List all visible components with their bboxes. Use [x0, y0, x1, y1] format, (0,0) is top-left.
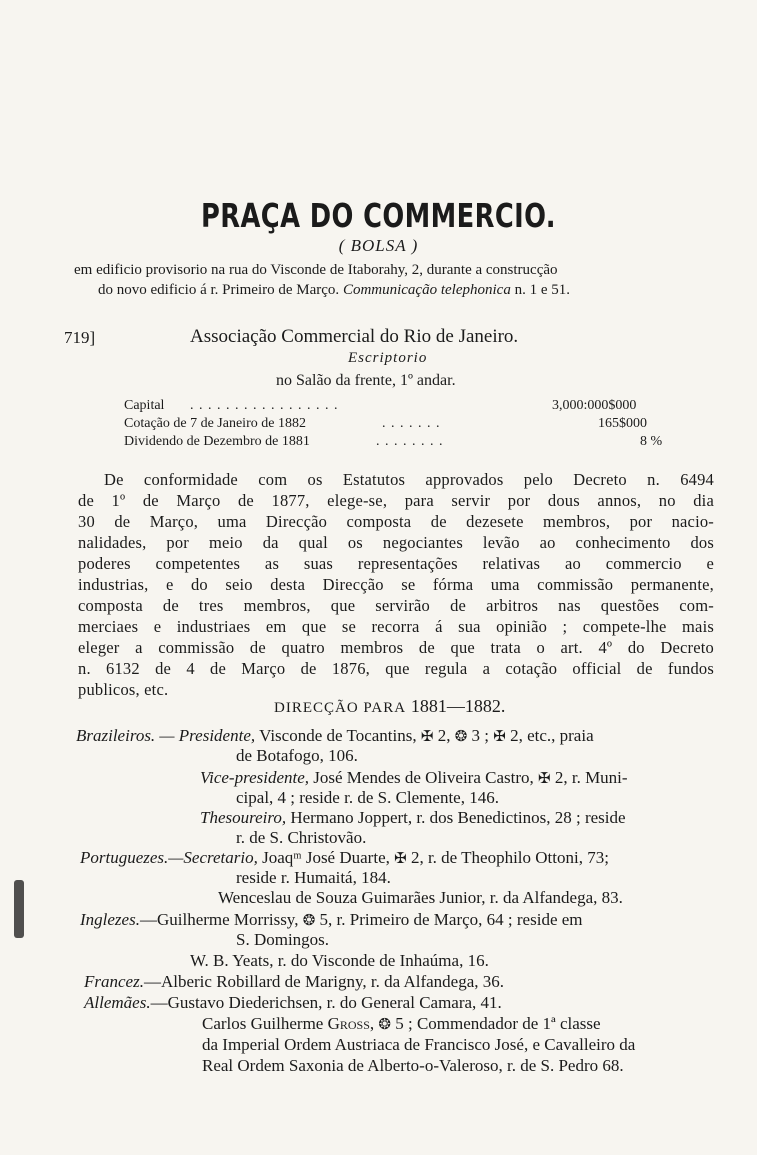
cross-order-icon: ✠ — [538, 771, 551, 787]
member-entry-continuation: da Imperial Ordem Austriaca de Francisco José, e Cavalleiro da — [202, 1035, 636, 1054]
member-entry-president — [76, 726, 594, 746]
cross-order-icon: ✠ — [394, 851, 407, 867]
paragraph-line: industrias, e do seio desta Direcção se fórma uma commissão permanente, — [78, 575, 714, 594]
paragraph-line: poderes competentes as suas representações relativas ao commercio e — [78, 554, 714, 573]
financial-value-dividend: 8 % — [640, 434, 663, 449]
member-text: Carlos Guilherme — [202, 1014, 324, 1033]
office-location: no Salão da frente, 1º andar. — [276, 372, 456, 389]
medal-order-icon: ❂ — [454, 729, 468, 745]
direction-heading-years: 1881—1882. — [410, 696, 506, 716]
member-text: —Guilherme Morrissy, — [139, 910, 299, 929]
paragraph-line: nalidades, por meio da qual os negociantes levão ao conhecimento dos — [78, 533, 714, 552]
direction-heading-words: DIRECÇÃO PARA — [274, 700, 407, 716]
member-entry-english — [80, 910, 583, 930]
role-label: Vice-presidente, — [200, 768, 310, 787]
nationality-label: Inglezes. — [80, 910, 140, 929]
member-entry-french — [84, 972, 504, 992]
financial-dots-capital: . . . . . . . . . . . . . . . . . — [190, 398, 339, 413]
member-text: 5, r. Primeiro de Março, 64 ; reside em — [319, 910, 583, 929]
member-entry-vice-president — [200, 768, 628, 788]
member-entry-treasurer — [200, 808, 626, 828]
member-text: José Mendes de Oliveira Castro, — [313, 768, 534, 787]
nationality-label: Francez. — [84, 972, 144, 991]
member-text: 5 ; Commendador de 1ª classe — [395, 1014, 601, 1033]
paragraph-line: composta de tres membros, que servirão de arbitros nas questões com- — [78, 596, 714, 615]
member-text: 2, r. Muni- — [554, 768, 628, 787]
medal-order-icon: ❂ — [378, 1017, 391, 1033]
member-entry-continuation: cipal, 4 ; reside r. de S. Clemente, 146. — [236, 788, 499, 807]
member-entry-continuation: r. de S. Christovão. — [236, 828, 367, 847]
medal-order-icon: ❂ — [302, 913, 316, 929]
member-entry: W. B. Yeats, r. do Visconde de Inhaúma, 16. — [190, 951, 489, 970]
nationality-label: Allemães. — [84, 993, 151, 1012]
member-text: Visconde de Tocantins, — [259, 726, 417, 745]
nationality-label: Portuguezes.— — [80, 848, 184, 867]
page-subtitle: ( BOLSA ) — [338, 236, 419, 255]
member-text: 2, etc., praia — [510, 726, 594, 745]
paragraph-line: n. 6132 de 4 de Março de 1876, que regula a cotação official de fundos — [78, 659, 714, 678]
financial-value-capital: 3,000:000$000 — [552, 398, 637, 413]
financial-label-dividend: Dividendo de Dezembro de 1881 — [124, 434, 310, 449]
member-text: 2, — [437, 726, 451, 745]
financial-label-capital: Capital — [124, 398, 165, 413]
cross-order-icon: ✠ — [420, 729, 434, 745]
member-entry-continuation: reside r. Humaitá, 184. — [236, 868, 391, 887]
paragraph-line: 30 de Março, uma Direcção composta de dezesete membros, por nacio- — [78, 512, 714, 531]
member-text: —Alberic Robillard de Marigny, r. da Alfandega, 36. — [143, 972, 505, 991]
member-entry — [202, 1014, 601, 1034]
member-entry: Wenceslau de Souza Guimarães Junior, r. da Alfandega, 83. — [218, 888, 623, 907]
office-label: Escriptorio — [348, 350, 428, 366]
location-text: do novo edificio á r. Primeiro de Março. — [98, 282, 340, 298]
member-entry-continuation: Real Ordem Saxonia de Alberto-o-Valeroso, r. de S. Pedro 68. — [202, 1056, 624, 1075]
ink-smudge — [14, 880, 24, 938]
member-entry-german — [84, 993, 502, 1013]
page-number: 719] — [64, 328, 96, 347]
phone-label: Communicação telephonica — [342, 282, 511, 298]
association-name: Associação Commercial do Rio de Janeiro. — [190, 326, 519, 347]
member-text: Joaqᵐ José Duarte, — [262, 848, 390, 867]
member-entry-continuation: S. Domingos. — [236, 930, 330, 949]
member-surname: Gross, — [327, 1014, 375, 1033]
role-label: Thesoureiro, — [200, 808, 287, 827]
location-line-2 — [98, 282, 570, 299]
direction-heading — [274, 696, 505, 717]
member-entry-secretary — [80, 848, 609, 868]
role-label: Secretario, — [183, 848, 258, 867]
member-entry-continuation: de Botafogo, 106. — [236, 746, 358, 765]
nationality-label: Brazileiros. — — [76, 726, 175, 745]
member-text: —Gustavo Diederichsen, r. do General Camara, 41. — [150, 993, 502, 1012]
paragraph-line: merciaes e industriaes em que se recorra á sua opinião ; compete-lhe mais — [78, 617, 714, 636]
role-label: Presidente, — [178, 726, 256, 745]
page-title: PRAÇA DO COMMERCIO. — [201, 196, 556, 235]
paragraph-line: De conformidade com os Estatutos approvados pelo Decreto n. 6494 — [104, 470, 714, 489]
financial-dots-quote: . . . . . . . — [382, 416, 441, 431]
financial-label-quote: Cotação de 7 de Janeiro de 1882 — [124, 416, 306, 431]
paragraph-line: eleger a commissão de quatro membros de que trata o art. 4º do Decreto — [78, 638, 714, 657]
financial-value-quote: 165$000 — [598, 416, 647, 431]
paragraph-line: publicos, etc. — [78, 680, 169, 699]
member-text: 3 ; — [471, 726, 489, 745]
phone-numbers: n. 1 e 51. — [514, 282, 570, 298]
financial-dots-dividend: . . . . . . . . — [376, 434, 444, 449]
member-text: Hermano Joppert, r. dos Benedictinos, 28 ; reside — [290, 808, 626, 827]
location-line-1: em edificio provisorio na rua do Visconde de Itaborahy, 2, durante a construcção — [74, 262, 558, 278]
cross-order-icon: ✠ — [493, 729, 506, 745]
member-text: 2, r. de Theophilo Ottoni, 73; — [410, 848, 609, 867]
paragraph-line: de 1º de Março de 1877, elege-se, para servir por dous annos, no dia — [78, 491, 714, 510]
